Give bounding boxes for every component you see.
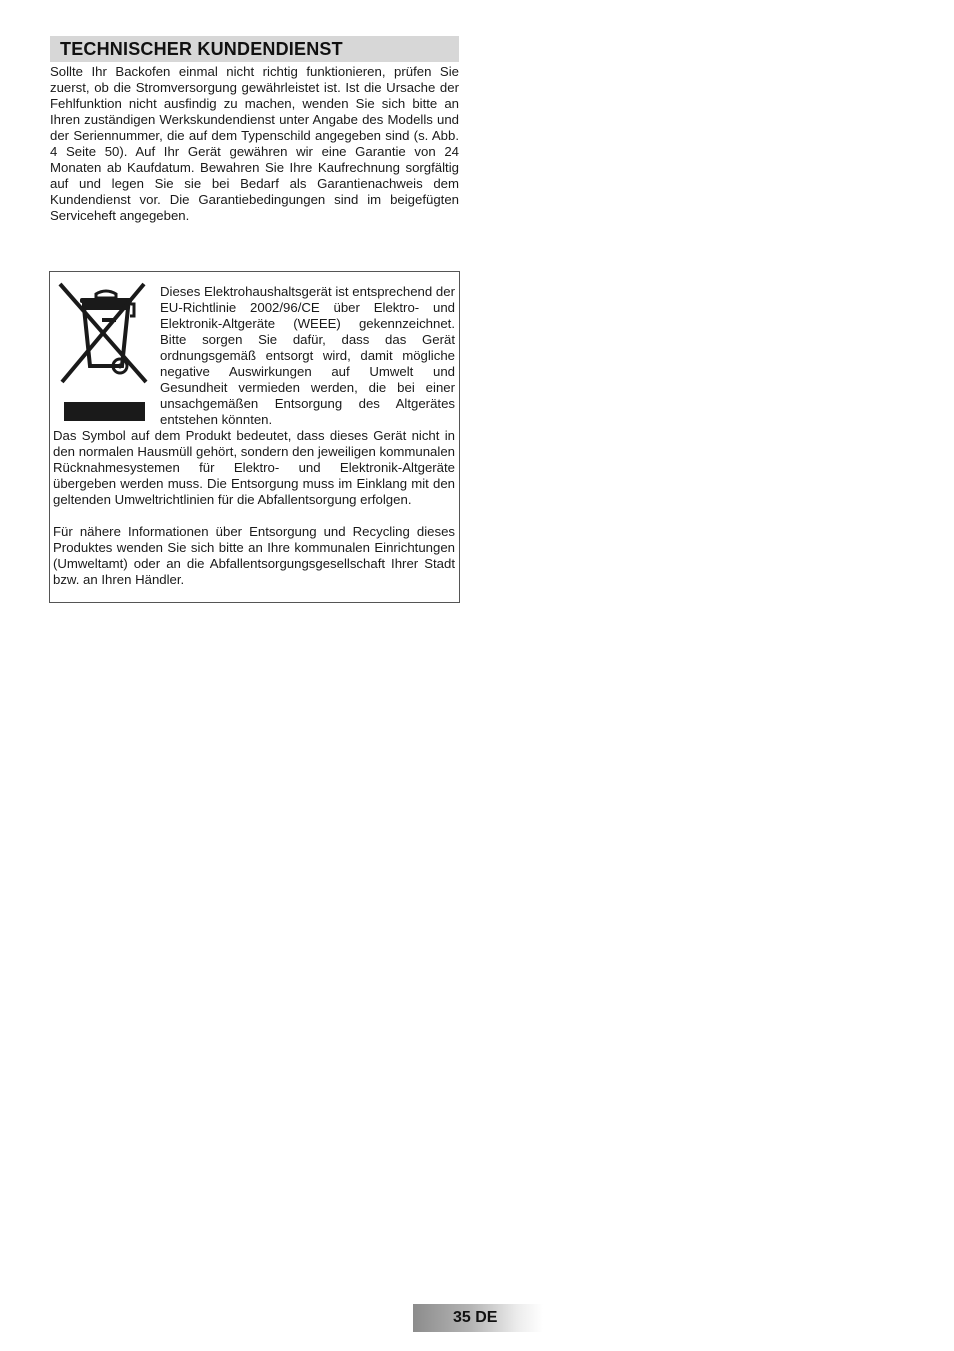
section-heading: TECHNISCHER KUNDENDIENST [50,36,459,62]
page-number: 35 DE [453,1309,498,1326]
page-number-tab [413,1304,543,1332]
weee-intro-text: Dieses Elektrohaushaltsgerät ist entsprechend der EU-Richtlinie 2002/96/CE über Elektro- und Elektronik-Altgeräte (WEEE) gekennzeichnet. Bitte sorgen Sie dafür, dass das Gerät ordnungsgemäß entsorgt wird, damit mögliche negative Auswirkungen auf Umwelt und Gesundheit vermieden werden, die bei einer unsachgemäßen Entsorgung des Altgerätes entstehen könnten. [160,284,455,427]
weee-solid-bar [64,402,145,421]
weee-symbol-paragraph: Das Symbol auf dem Produkt bedeutet, dass dieses Gerät nicht in den normalen Hausmüll gehört, sondern den jeweiligen kommunalen Rücknahmesystemen für Elektro- und Elektronik-Altgeräte übergeben werden muss. Die Entsorgung muss im Einklang mit den geltenden Umweltrichtlinien für die Abfallentsorgung erfolgen. [53,428,455,507]
weee-notice-box [49,271,460,603]
service-paragraph: Sollte Ihr Backofen einmal nicht richtig funktionieren, prüfen Sie zuerst, ob die Stromversorgung gewährleistet ist. Ist die Ursache der Fehlfunktion nicht ausfindig zu machen, wenden Sie sich bitte an Ihren zuständigen Werkskundendienst unter Angabe des Modells und der Seriennummer, die auf dem Typenschild angegeben sind (s. Abb. 4 Seite 50). Auf Ihr Gerät gewähren wir eine Garantie von 24 Monaten ab Kaufdatum. Bewahren Sie Ihre Kaufrechnung sorgfältig auf und legen Sie sie bei Bedarf als Garantienachweis dem Kundendienst vor. Die Garantiebedingungen sind im beigefügten Serviceheft angegeben. [50,64,459,223]
weee-info-paragraph: Für nähere Informationen über Entsorgung und Recycling dieses Produktes wenden Sie sich bitte an Ihre kommunalen Einrichtungen (Umweltamt) oder an die Abfallentsorgungsgesellschaft Ihrer Stadt bzw. an Ihren Händler. [53,524,455,587]
